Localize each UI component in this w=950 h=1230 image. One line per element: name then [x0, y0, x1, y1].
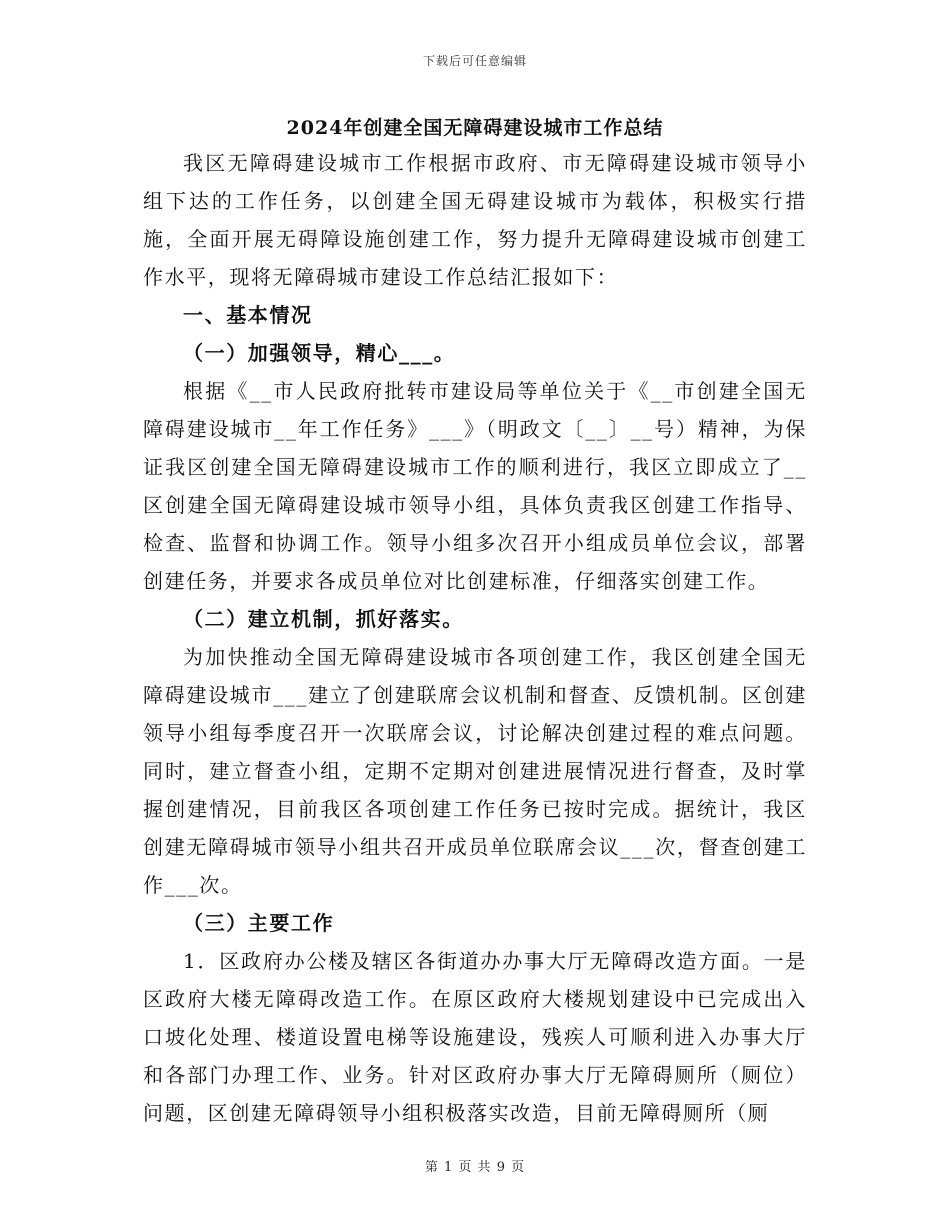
document-title: 2024年创建全国无障碍建设城市工作总结 — [286, 117, 664, 139]
main-work-item-1: 1．区政府办公楼及辖区各街道办办事大厅无障碍改造方面。一是区政府大楼无障碍改造工作。在原区政府大楼规划建设中已完成出入口坡化处理、楼道设置电梯等设施建设，残疾人可顺利进入办事大厅和各部门办理工作、业务。针对区政府办事大厅无障碍厕所（厕位）问题，区创建无障碍领导小组积极落实改造，目前无障碍厕所（厕 — [143, 949, 807, 1125]
page-number-footer: 第 1 页 共 9 页 — [424, 1160, 526, 1175]
subsection-heading-main-work: （三）主要工作 — [183, 911, 335, 935]
intro-paragraph: 我区无障碍建设城市工作根据市政府、市无障碍建设城市领导小组下达的工作任务，以创建全国无碍建设城市为载体，积极实行措施，全面开展无碍障设施创建工作，努力提升无障碍建设城市创建工作水平，现将无障碍城市建设工作总结汇报如下： — [143, 151, 807, 289]
section-heading-basic-situation: 一、基本情况 — [183, 303, 313, 327]
page-header-note: 下载后可任意编辑 — [422, 54, 527, 68]
subsection-paragraph-leadership: 根据《__市人民政府批转市建设局等单位关于《__市创建全国无障碍建设城市__年工作任务》___》（明政文〔__〕__号）精神，为保证我区创建全国无障碍建设城市工作的顺利进行，我区立即成立了__区创建全国无障碍建设城市领导小组，具体负责我区创建工作指导、检查、监督和协调工作。领导小组多次召开小组成员单位会议，部署创建任务，并要求各成员单位对比创建标准，仔细落实创建工作。 — [143, 379, 807, 593]
subsection-paragraph-mechanism: 为加快推动全国无障碍建设城市各项创建工作，我区创建全国无障碍建设城市___建立了创建联席会议机制和督查、反馈机制。区创建领导小组每季度召开一次联席会议，讨论解决创建过程的难点问题。同时，建立督查小组，定期不定期对创建进展情况进行督查，及时掌握创建情况，目前我区各项创建工作任务已按时完成。据统计，我区创建无障碍城市领导小组共召开成员单位联席会议___次，督查创建工作___次。 — [143, 645, 807, 897]
subsection-heading-leadership: （一）加强领导，精心___。 — [183, 341, 456, 365]
subsection-heading-mechanism: （二）建立机制，抓好落实。 — [183, 607, 464, 631]
document-body — [143, 144, 807, 1132]
